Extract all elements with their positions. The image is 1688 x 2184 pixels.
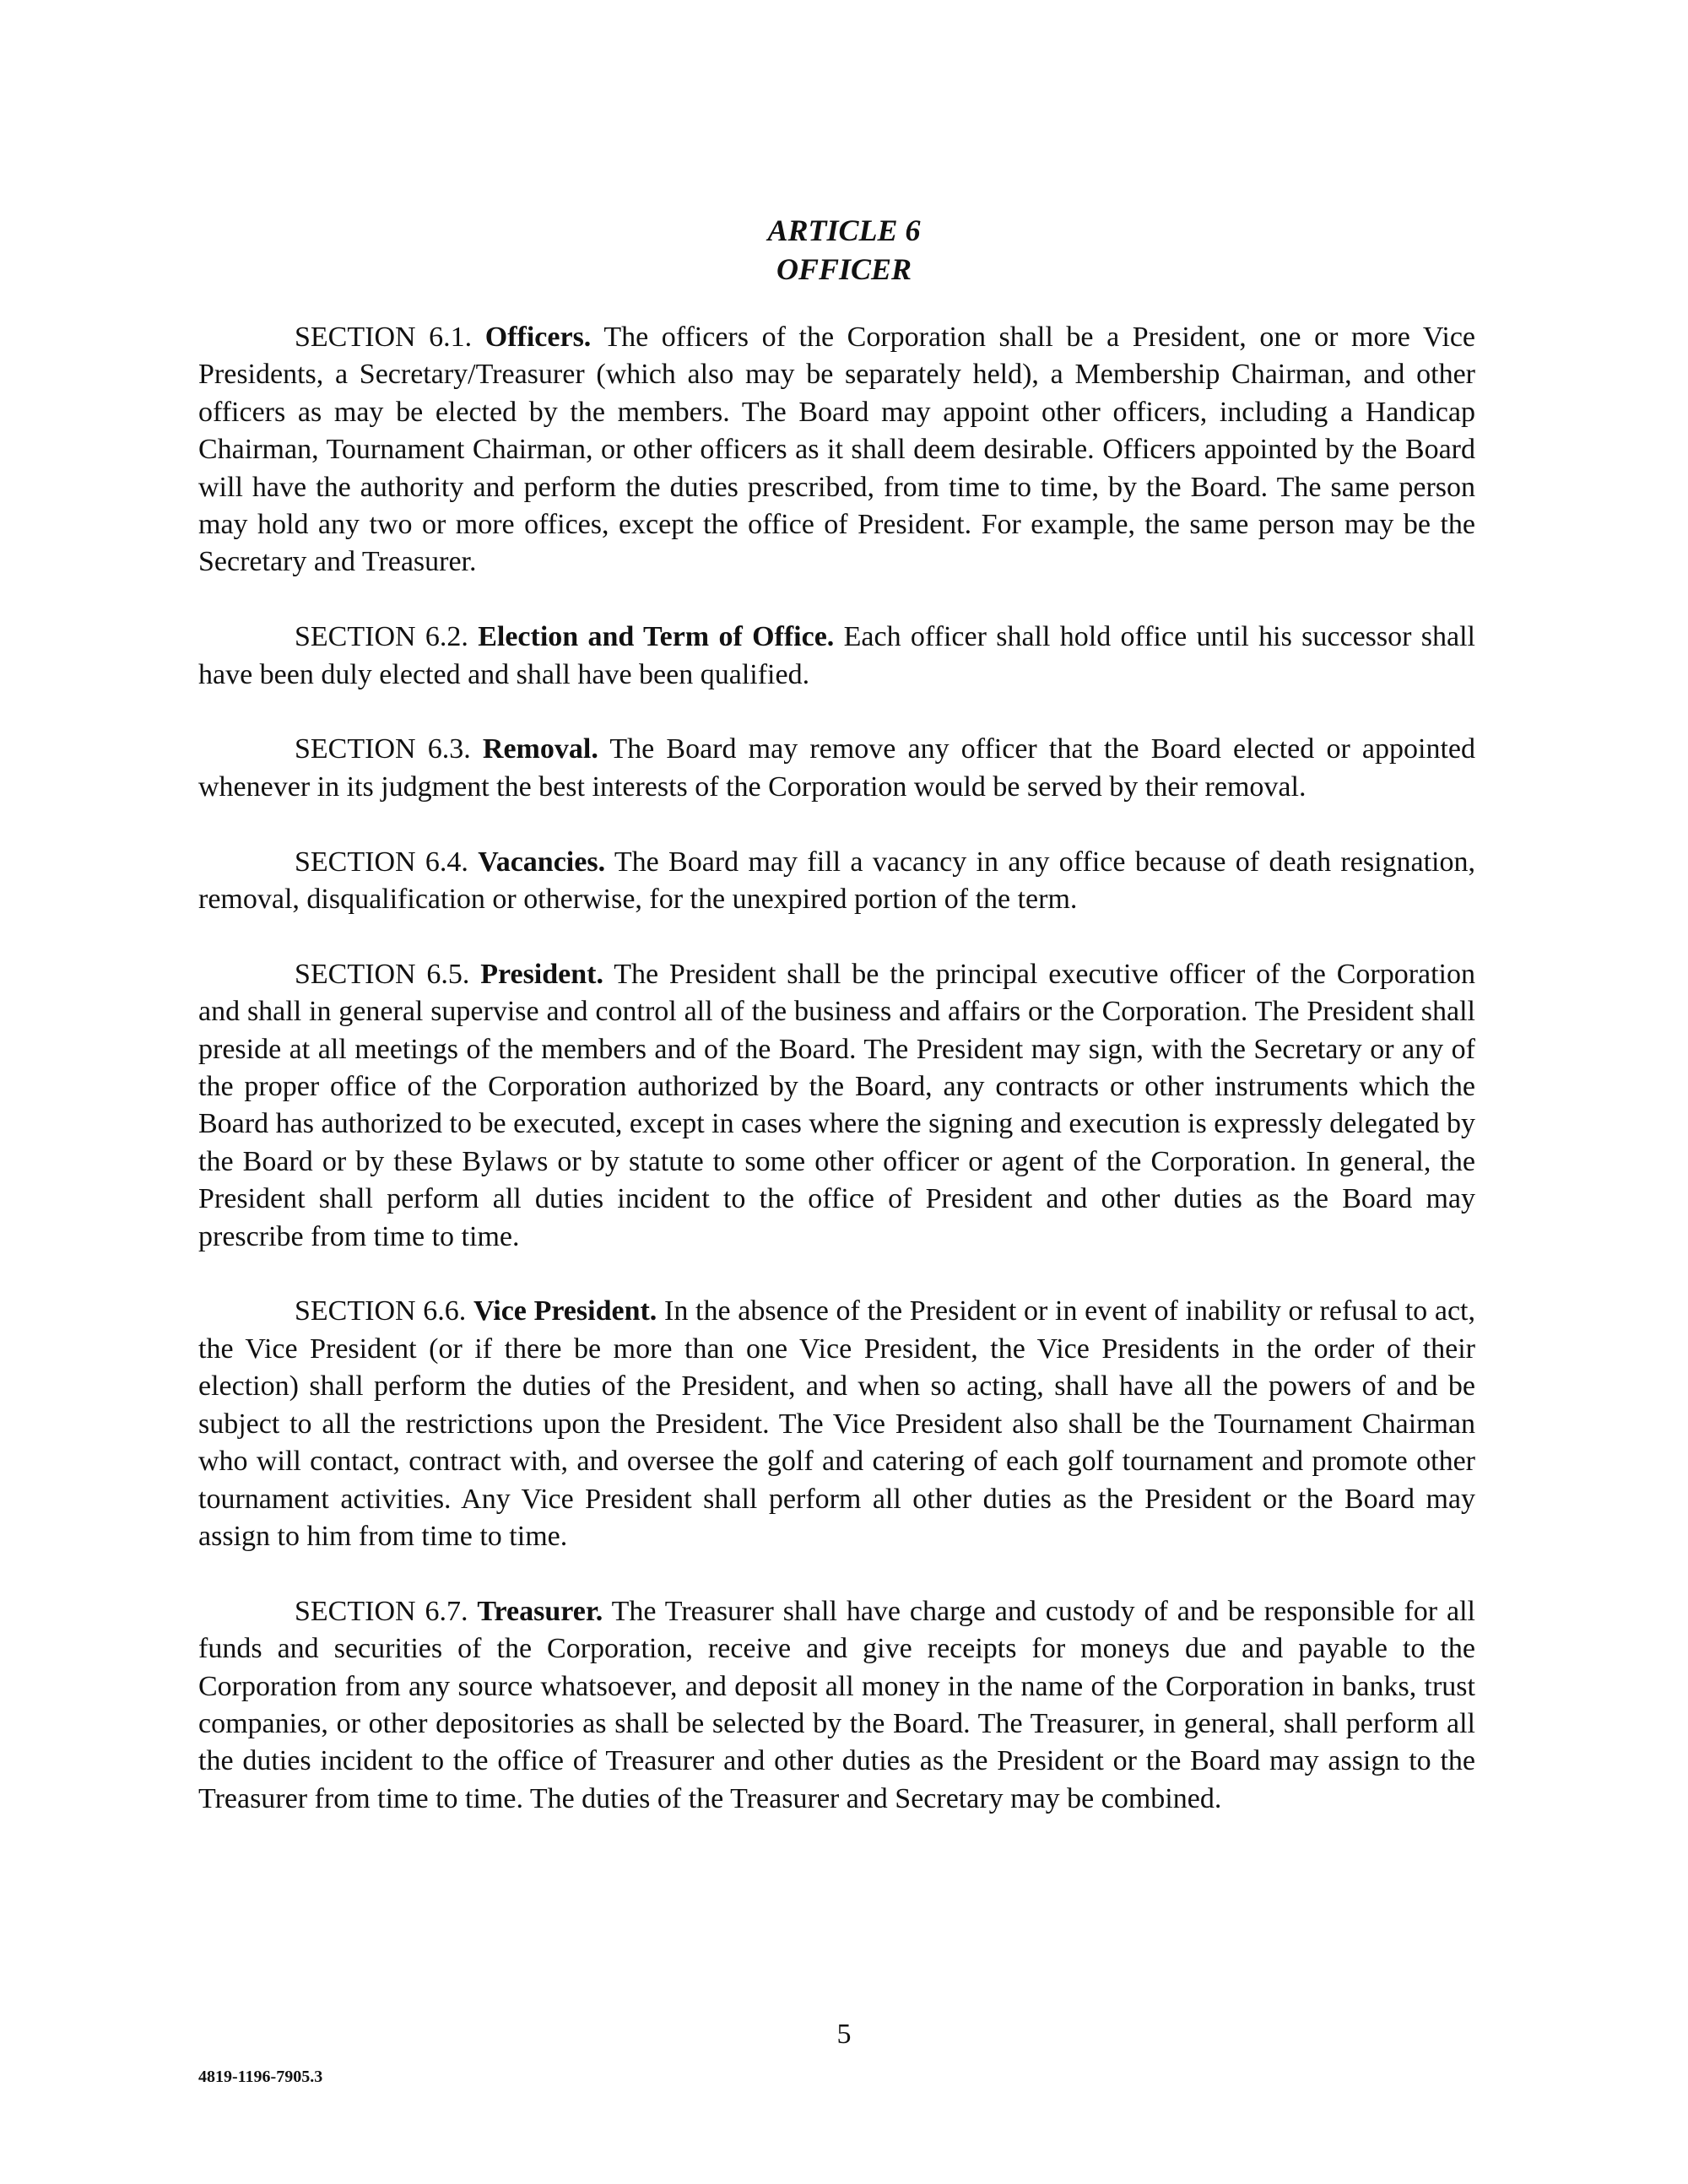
section-6-3: [198, 731, 1475, 806]
section-label: SECTION 6.6.: [295, 1295, 467, 1327]
section-heading: President.: [480, 958, 603, 990]
section-heading: Vacancies.: [478, 846, 606, 878]
section-heading: Treasurer.: [477, 1595, 603, 1627]
article-title: OFFICER: [776, 252, 912, 286]
document-body: [198, 319, 1475, 1856]
section-6-4: [198, 844, 1475, 919]
section-text: The officers of the Corporation shall be a President, one or more Vice Presidents, a Secretary/Treasurer (which also may be separately held), a Membership Chairman, and other officers as may be elected by the members. The Board may appoint other officers, including a Handicap Chairman, Tournament Chairman, or other officers as it shall deem desirable. Officers appointed by the Board will have the authority and perform the duties prescribed, from time to time, by the Board. The same person may hold any two or more offices, except the office of President. For example, the same person may be the Secretary and Treasurer.: [198, 322, 1476, 578]
section-label: SECTION 6.2.: [295, 621, 468, 653]
section-label: SECTION 6.1.: [295, 322, 473, 353]
section-heading: Removal.: [482, 733, 598, 765]
section-heading: Election and Term of Office.: [478, 621, 835, 653]
section-text: In the absence of the President or in event of inability or refusal to act, the Vice President (or if there be more than one Vice President, the Vice Presidents in the order of their election) shall perform the duties of the President, and when so acting, shall have all the powers of and be subject to all the restrictions upon the President. The Vice President also shall be the Tournament Chairman who will contact, contract with, and oversee the golf and catering of each golf tournament and promote other tournament activities. Any Vice President shall perform all other duties as the President or the Board may assign to him from time to time.: [198, 1295, 1476, 1552]
section-text: The Treasurer shall have charge and custody of and be responsible for all funds and securities of the Corporation, receive and give receipts for moneys due and payable to the Corporation from any source whatsoever, and deposit all money in the name of the Corporation in banks, trust companies, or other depositories as shall be selected by the Board. The Treasurer, in general, shall perform all the duties incident to the office of Treasurer and other duties as the President or the Board may assign to the Treasurer from time to time. The duties of the Treasurer and Secretary may be combined.: [198, 1595, 1475, 1814]
section-label: SECTION 6.3.: [295, 733, 471, 765]
section-6-5: [198, 956, 1475, 1256]
section-text: Each officer shall hold office until his successor shall have been duly elected and shall have been qualified.: [198, 621, 1476, 690]
section-text: The President shall be the principal executive officer of the Corporation and shall in general supervise and control all of the business and affairs or the Corporation. The President shall preside at all meetings of the members and of the Board. The President may sign, with the Secretary or any of the proper office of the Corporation authorized by the Board, any contracts or other instruments which the Board has authorized to be executed, except in cases where the signing and execution is expressly delegated by the Board or by these Bylaws or by statute to some other officer or agent of the Corporation. In general, the President shall perform all duties incident to the office of President and other duties as the Board may prescribe from time to time.: [198, 958, 1476, 1252]
section-heading: Vice President.: [473, 1295, 657, 1327]
section-heading: Officers.: [484, 322, 592, 353]
section-6-6: [198, 1293, 1475, 1555]
section-text: The Board may fill a vacancy in any office because of death resignation, removal, disqualification or otherwise, for the unexpired portion of the term.: [198, 846, 1476, 916]
article-number: ARTICLE 6: [767, 214, 921, 247]
section-6-1: [198, 319, 1475, 581]
section-6-7: [198, 1593, 1475, 1818]
section-label: SECTION 6.5.: [295, 958, 470, 990]
section-label: SECTION 6.4.: [295, 846, 468, 878]
page-number: 5: [836, 2019, 852, 2050]
section-text: The Board may remove any officer that the Board elected or appointed whenever in its judgment the best interests of the Corporation would be served by their removal.: [198, 733, 1476, 803]
section-6-2: [198, 619, 1475, 694]
section-label: SECTION 6.7.: [295, 1595, 468, 1627]
document-id: 4819-1196-7905.3: [198, 2068, 323, 2086]
